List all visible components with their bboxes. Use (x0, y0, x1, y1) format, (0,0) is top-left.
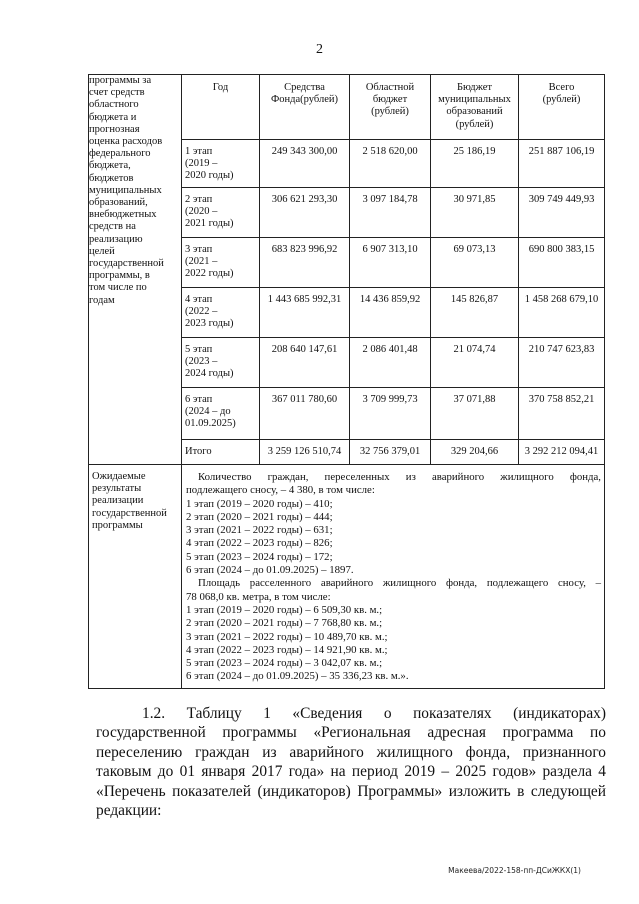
text-line: внебюджетных (89, 209, 157, 221)
regional-cell: 3 709 999,73 (350, 388, 431, 440)
text-line: 4 этап (2022 – 2023 годы) – 826; (186, 537, 333, 550)
text-line: Областной (365, 82, 415, 93)
program-funding-table (88, 74, 605, 689)
total-cell: 370 758 852,21 (519, 388, 605, 440)
text-line: Бюджет (456, 82, 493, 93)
text-line: том числе по (89, 282, 147, 294)
total-municipal: 329 204,66 (431, 440, 519, 465)
stage-cell (182, 288, 260, 338)
paragraph-line: редакции: (96, 802, 162, 820)
text-line: реализацию (89, 233, 143, 245)
municipal-cell: 30 971,85 (431, 188, 519, 238)
total-cell: 251 887 106,19 (519, 140, 605, 188)
paragraph-line: 1.2. Таблицу 1 «Сведения о показателях (индикаторах) (142, 705, 606, 722)
stage-cell (182, 188, 260, 238)
fund-cell: 249 343 300,00 (260, 140, 350, 188)
header-municipal (431, 75, 519, 140)
text-line: бюджетов (89, 172, 134, 184)
text-line: средств на (89, 221, 136, 233)
stage-cell (182, 238, 260, 288)
text-line: (рублей) (371, 106, 409, 118)
header-regional (350, 75, 431, 140)
people-intro-line: подлежащего сносу, – 4 380, в том числе: (186, 484, 375, 497)
regional-cell: 6 907 313,10 (350, 238, 431, 288)
text-line: 3 этап (2021 – 2022 годы) – 631; (186, 524, 333, 537)
text-line: 2020 годы) (185, 170, 234, 182)
paragraph-line: государственной программы «Региональная адресная программа по (96, 724, 606, 742)
text-line: счет средств (89, 87, 145, 99)
text-line: 4 этап (2022 – 2023 годы) – 14 921,90 кв. м.; (186, 643, 388, 656)
expected-results-row (89, 465, 605, 689)
area-intro-line: Площадь расселенного аварийного жилищного фонда, подлежащего сносу, – (198, 577, 601, 590)
text-line: 2021 годы) (185, 218, 234, 230)
text-line: 6 этап (2024 – до 01.09.2025) – 1897. (186, 564, 354, 577)
text-line: Фонда(рублей) (271, 94, 338, 106)
text-line: 1 этап (2019 – 2020 годы) – 410; (186, 497, 333, 510)
text-line: Ожидаемые (92, 471, 146, 482)
fund-cell: 306 621 293,30 (260, 188, 350, 238)
fund-cell: 208 640 147,61 (260, 338, 350, 388)
text-line: образований (446, 106, 503, 118)
text-line: программы (92, 519, 143, 531)
municipal-cell: 21 074,74 (431, 338, 519, 388)
text-line: (рублей) (542, 94, 581, 106)
text-line: прогнозная (89, 123, 140, 135)
expected-results-label (89, 465, 182, 689)
text-line: 5 этап (185, 344, 213, 355)
total-regional: 32 756 379,01 (350, 440, 431, 465)
text-line: результаты (92, 483, 142, 495)
text-line: 5 этап (2023 – 2024 годы) – 3 042,07 кв. м.; (186, 657, 383, 670)
page-number: 2 (316, 42, 323, 57)
text-line: реализации (92, 495, 144, 507)
text-line: (2023 – (185, 356, 218, 368)
text-line: Всего (548, 82, 575, 93)
text-line: бюджета и (89, 111, 137, 123)
total-cell: 1 458 268 679,10 (519, 288, 605, 338)
fund-cell: 683 823 996,92 (260, 238, 350, 288)
total-cell: 690 800 383,15 (519, 238, 605, 288)
paragraph-line: таковым до 01 января 2017 года» на период 2019 – 2025 годов» раздела 4 (96, 763, 606, 781)
text-line: (2019 – (185, 158, 218, 170)
text-line: образований, (89, 197, 148, 209)
text-line: государственной (92, 507, 167, 519)
header-year (182, 75, 260, 140)
text-line: 3 этап (2021 – 2022 годы) – 10 489,70 кв. м.; (186, 630, 388, 643)
text-line: (2020 – (185, 206, 218, 218)
text-line: 3 этап (185, 244, 213, 255)
municipal-cell: 145 826,87 (431, 288, 519, 338)
text-line: 2 этап (2020 – 2021 годы) – 7 768,80 кв. м.; (186, 617, 383, 630)
text-line: государственной (89, 258, 164, 270)
text-line: 2 этап (2020 – 2021 годы) – 444; (186, 510, 333, 523)
people-intro-line: Количество граждан, переселенных из аварийного жилищного фонда, (198, 471, 601, 483)
text-line: 4 этап (185, 294, 213, 305)
text-line: (рублей) (455, 118, 494, 130)
text-line: 6 этап (2024 – до 01.09.2025) – 35 336,23 кв. м.». (186, 670, 409, 683)
text-line: муниципальных (89, 184, 162, 196)
text-line: Год (212, 82, 229, 93)
text-line: программы, в (89, 270, 150, 282)
text-line: (2022 – (185, 306, 218, 318)
header-fund (260, 75, 350, 140)
municipal-cell: 25 186,19 (431, 140, 519, 188)
text-line: 2023 годы) (185, 318, 234, 330)
text-line: 1 этап (185, 146, 213, 157)
text-line: 1 этап (2019 – 2020 годы) – 6 509,30 кв. м.; (186, 603, 383, 616)
text-line: целей (89, 245, 115, 257)
expected-results-text (182, 465, 605, 689)
amendment-paragraph (96, 704, 606, 820)
total-cell: 309 749 449,93 (519, 188, 605, 238)
text-line: муниципальных (438, 94, 511, 106)
area-intro-line: 78 068,0 кв. метра, в том числе: (186, 590, 331, 603)
regional-cell: 2 518 620,00 (350, 140, 431, 188)
regional-cell: 3 097 184,78 (350, 188, 431, 238)
regional-cell: 2 086 401,48 (350, 338, 431, 388)
text-line: 01.09.2025) (185, 418, 236, 430)
fund-cell: 1 443 685 992,31 (260, 288, 350, 338)
total-cell: 210 747 623,83 (519, 338, 605, 388)
document-footer: Макеева/2022-158-пп-ДСиЖКХ(1) (448, 866, 581, 875)
stage-cell (182, 338, 260, 388)
text-line: 2024 годы) (185, 368, 234, 380)
text-line: областного (89, 99, 139, 111)
text-line: годам (89, 294, 115, 306)
funding-label-cell (89, 75, 182, 465)
paragraph-line: «Перечень показателей (индикаторов) Программы» изложить в следующей (96, 782, 606, 800)
municipal-cell: 37 071,88 (431, 388, 519, 440)
total-total: 3 292 212 094,41 (519, 440, 605, 465)
paragraph-line: переселению граждан из аварийного жилищного фонда, признанного (96, 743, 606, 761)
text-line: (2024 – до (185, 406, 231, 418)
text-line: 5 этап (2023 – 2024 годы) – 172; (186, 550, 333, 563)
text-line: 2022 годы) (185, 268, 234, 280)
stage-cell (182, 388, 260, 440)
regional-cell: 14 436 859,92 (350, 288, 431, 338)
text-line: бюджета, (89, 160, 131, 172)
text-line: Средства (284, 82, 325, 93)
text-line: оценка расходов (89, 136, 163, 148)
text-line: бюджет (372, 94, 408, 106)
header-total (519, 75, 605, 140)
text-line: 6 этап (185, 394, 213, 405)
text-line: программы за (89, 75, 152, 86)
municipal-cell: 69 073,13 (431, 238, 519, 288)
text-line: 2 этап (185, 194, 213, 205)
total-label: Итого (182, 440, 260, 465)
text-line: (2021 – (185, 256, 218, 268)
fund-cell: 367 011 780,60 (260, 388, 350, 440)
total-fund: 3 259 126 510,74 (260, 440, 350, 465)
text-line: федерального (89, 148, 151, 160)
stage-cell (182, 140, 260, 188)
